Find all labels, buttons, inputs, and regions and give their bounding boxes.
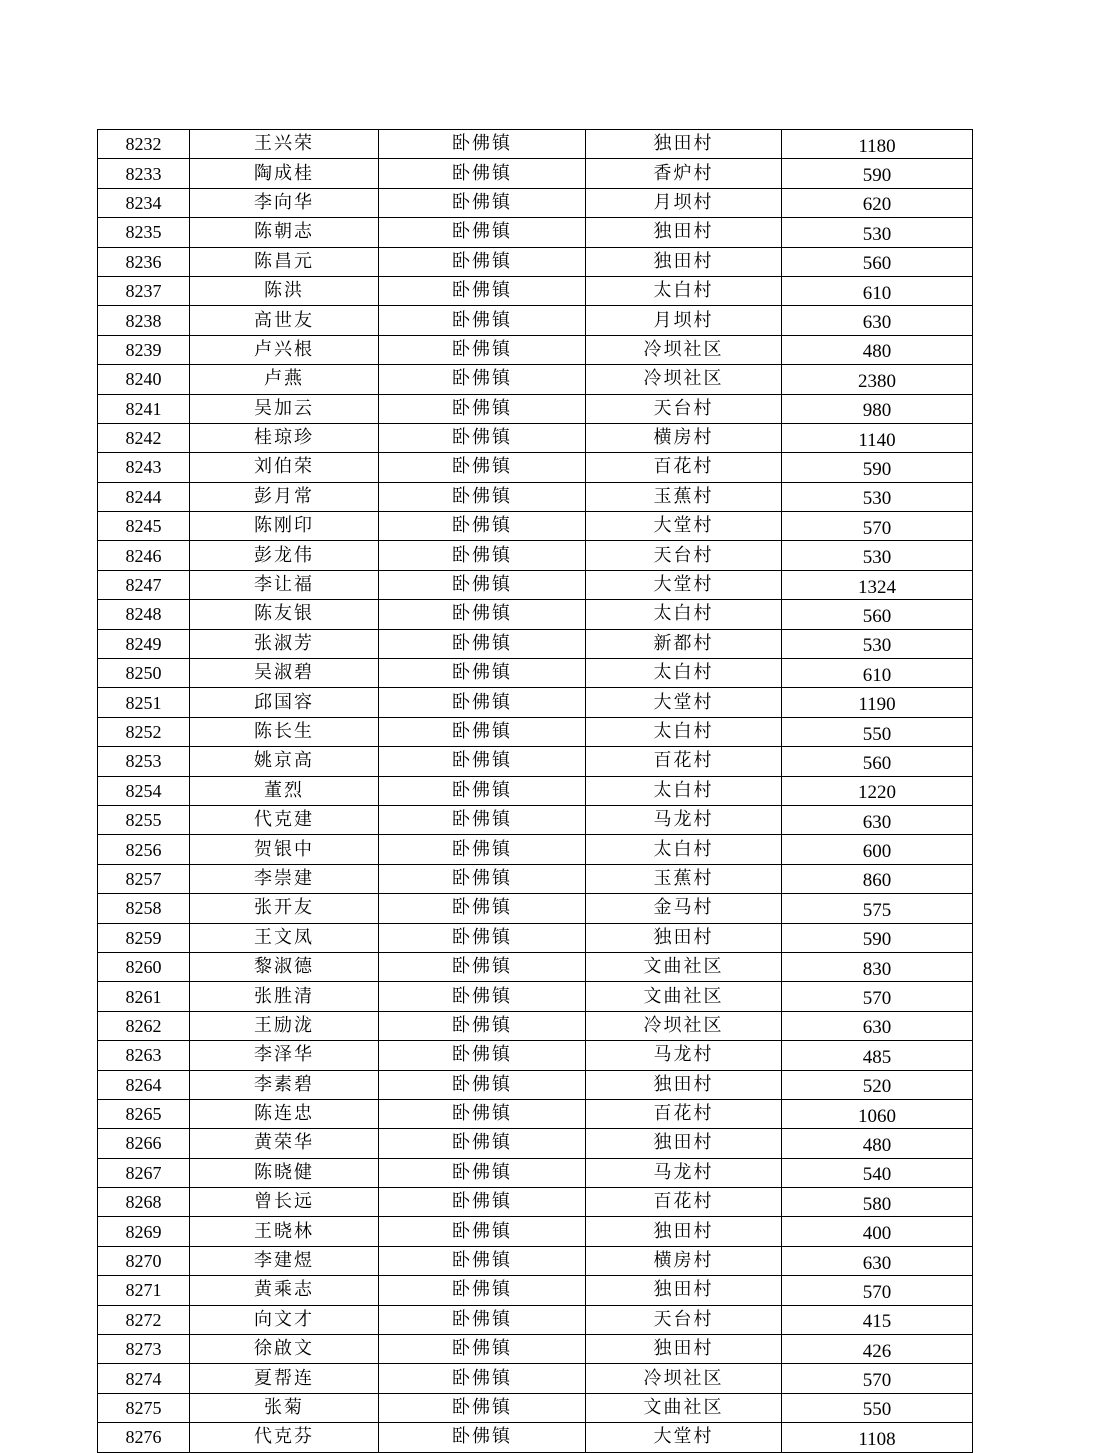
amount-cell: 485 — [782, 1041, 973, 1070]
village-cell: 文曲社区 — [586, 1393, 782, 1422]
table-row — [98, 335, 973, 364]
serial-number-cell: 8254 — [98, 776, 190, 805]
town-cell: 卧佛镇 — [379, 923, 586, 952]
amount-cell: 520 — [782, 1070, 973, 1099]
name-cell: 向文才 — [190, 1305, 379, 1334]
amount-cell: 2380 — [782, 365, 973, 394]
village-cell: 太白村 — [586, 835, 782, 864]
amount-cell: 1108 — [782, 1423, 973, 1452]
village-cell: 金马村 — [586, 894, 782, 923]
village-cell: 文曲社区 — [586, 982, 782, 1011]
serial-number-cell: 8258 — [98, 894, 190, 923]
name-cell: 张淑芳 — [190, 629, 379, 658]
name-cell: 桂琼珍 — [190, 423, 379, 452]
table-row — [98, 423, 973, 452]
table-row — [98, 247, 973, 276]
table-row — [98, 1217, 973, 1246]
name-cell: 夏帮连 — [190, 1364, 379, 1393]
amount-cell: 530 — [782, 482, 973, 511]
name-cell: 王晓林 — [190, 1217, 379, 1246]
serial-number-cell: 8248 — [98, 600, 190, 629]
name-cell: 李崇建 — [190, 864, 379, 893]
village-cell: 太白村 — [586, 659, 782, 688]
village-cell: 百花村 — [586, 1099, 782, 1128]
serial-number-cell: 8275 — [98, 1393, 190, 1422]
amount-cell: 560 — [782, 600, 973, 629]
name-cell: 黄荣华 — [190, 1129, 379, 1158]
serial-number-cell: 8273 — [98, 1335, 190, 1364]
town-cell: 卧佛镇 — [379, 1217, 586, 1246]
amount-cell: 630 — [782, 1246, 973, 1275]
serial-number-cell: 8260 — [98, 952, 190, 981]
serial-number-cell: 8235 — [98, 218, 190, 247]
amount-cell: 400 — [782, 1217, 973, 1246]
village-cell: 冷坝社区 — [586, 335, 782, 364]
table-row — [98, 276, 973, 305]
amount-cell: 550 — [782, 717, 973, 746]
village-cell: 月坝村 — [586, 306, 782, 335]
amount-cell: 830 — [782, 952, 973, 981]
amount-cell: 630 — [782, 306, 973, 335]
amount-cell: 1324 — [782, 570, 973, 599]
amount-cell: 600 — [782, 835, 973, 864]
table-row — [98, 482, 973, 511]
serial-number-cell: 8252 — [98, 717, 190, 746]
serial-number-cell: 8251 — [98, 688, 190, 717]
table-row — [98, 570, 973, 599]
table-row — [98, 1335, 973, 1364]
village-cell: 太白村 — [586, 600, 782, 629]
amount-cell: 560 — [782, 747, 973, 776]
serial-number-cell: 8238 — [98, 306, 190, 335]
amount-cell: 550 — [782, 1393, 973, 1422]
table-row — [98, 1070, 973, 1099]
town-cell: 卧佛镇 — [379, 423, 586, 452]
table-row — [98, 188, 973, 217]
village-cell: 玉蕉村 — [586, 864, 782, 893]
village-cell: 新都村 — [586, 629, 782, 658]
name-cell: 王文凤 — [190, 923, 379, 952]
name-cell: 徐啟文 — [190, 1335, 379, 1364]
name-cell: 李素碧 — [190, 1070, 379, 1099]
table-row — [98, 659, 973, 688]
village-cell: 独田村 — [586, 130, 782, 159]
table-row — [98, 541, 973, 570]
table-row — [98, 218, 973, 247]
town-cell: 卧佛镇 — [379, 365, 586, 394]
name-cell: 张胜清 — [190, 982, 379, 1011]
town-cell: 卧佛镇 — [379, 1305, 586, 1334]
serial-number-cell: 8239 — [98, 335, 190, 364]
town-cell: 卧佛镇 — [379, 1011, 586, 1040]
village-cell: 大堂村 — [586, 1423, 782, 1452]
name-cell: 高世友 — [190, 306, 379, 335]
town-cell: 卧佛镇 — [379, 1188, 586, 1217]
serial-number-cell: 8274 — [98, 1364, 190, 1393]
name-cell: 陈连忠 — [190, 1099, 379, 1128]
table-row — [98, 1423, 973, 1452]
serial-number-cell: 8247 — [98, 570, 190, 599]
village-cell: 横房村 — [586, 423, 782, 452]
village-cell: 月坝村 — [586, 188, 782, 217]
town-cell: 卧佛镇 — [379, 864, 586, 893]
name-cell: 姚京高 — [190, 747, 379, 776]
serial-number-cell: 8265 — [98, 1099, 190, 1128]
table-row — [98, 1188, 973, 1217]
serial-number-cell: 8250 — [98, 659, 190, 688]
table-row — [98, 1364, 973, 1393]
amount-cell: 570 — [782, 512, 973, 541]
serial-number-cell: 8246 — [98, 541, 190, 570]
town-cell: 卧佛镇 — [379, 717, 586, 746]
name-cell: 彭龙伟 — [190, 541, 379, 570]
table-row — [98, 717, 973, 746]
table-row — [98, 1246, 973, 1275]
name-cell: 李泽华 — [190, 1041, 379, 1070]
amount-cell: 630 — [782, 805, 973, 834]
name-cell: 吴加云 — [190, 394, 379, 423]
name-cell: 邱国容 — [190, 688, 379, 717]
name-cell: 王励泷 — [190, 1011, 379, 1040]
serial-number-cell: 8267 — [98, 1158, 190, 1187]
village-cell: 马龙村 — [586, 805, 782, 834]
serial-number-cell: 8244 — [98, 482, 190, 511]
town-cell: 卧佛镇 — [379, 1423, 586, 1452]
village-cell: 独田村 — [586, 1070, 782, 1099]
name-cell: 董烈 — [190, 776, 379, 805]
village-cell: 马龙村 — [586, 1041, 782, 1070]
name-cell: 卢兴根 — [190, 335, 379, 364]
serial-number-cell: 8249 — [98, 629, 190, 658]
town-cell: 卧佛镇 — [379, 247, 586, 276]
town-cell: 卧佛镇 — [379, 776, 586, 805]
serial-number-cell: 8266 — [98, 1129, 190, 1158]
amount-cell: 610 — [782, 276, 973, 305]
town-cell: 卧佛镇 — [379, 453, 586, 482]
village-cell: 冷坝社区 — [586, 1011, 782, 1040]
serial-number-cell: 8240 — [98, 365, 190, 394]
table-row — [98, 1011, 973, 1040]
amount-cell: 480 — [782, 335, 973, 364]
table-row — [98, 1099, 973, 1128]
amount-cell: 630 — [782, 1011, 973, 1040]
name-cell: 贺银中 — [190, 835, 379, 864]
amount-cell: 590 — [782, 923, 973, 952]
name-cell: 李建煜 — [190, 1246, 379, 1275]
name-cell: 刘伯荣 — [190, 453, 379, 482]
town-cell: 卧佛镇 — [379, 747, 586, 776]
name-cell: 陈长生 — [190, 717, 379, 746]
table-row — [98, 453, 973, 482]
village-cell: 独田村 — [586, 218, 782, 247]
table-row — [98, 1393, 973, 1422]
village-cell: 独田村 — [586, 1129, 782, 1158]
town-cell: 卧佛镇 — [379, 688, 586, 717]
town-cell: 卧佛镇 — [379, 835, 586, 864]
table-row — [98, 629, 973, 658]
name-cell: 代克芬 — [190, 1423, 379, 1452]
town-cell: 卧佛镇 — [379, 1335, 586, 1364]
serial-number-cell: 8270 — [98, 1246, 190, 1275]
village-cell: 横房村 — [586, 1246, 782, 1275]
village-cell: 文曲社区 — [586, 952, 782, 981]
town-cell: 卧佛镇 — [379, 218, 586, 247]
serial-number-cell: 8271 — [98, 1276, 190, 1305]
town-cell: 卧佛镇 — [379, 982, 586, 1011]
town-cell: 卧佛镇 — [379, 1364, 586, 1393]
serial-number-cell: 8241 — [98, 394, 190, 423]
serial-number-cell: 8256 — [98, 835, 190, 864]
name-cell: 李向华 — [190, 188, 379, 217]
amount-cell: 415 — [782, 1305, 973, 1334]
serial-number-cell: 8269 — [98, 1217, 190, 1246]
village-cell: 百花村 — [586, 747, 782, 776]
table-row — [98, 688, 973, 717]
amount-cell: 530 — [782, 218, 973, 247]
serial-number-cell: 8243 — [98, 453, 190, 482]
name-cell: 张开友 — [190, 894, 379, 923]
table-body — [98, 130, 973, 1453]
serial-number-cell: 8236 — [98, 247, 190, 276]
table-row — [98, 512, 973, 541]
name-cell: 陈刚印 — [190, 512, 379, 541]
serial-number-cell: 8268 — [98, 1188, 190, 1217]
village-cell: 天台村 — [586, 541, 782, 570]
town-cell: 卧佛镇 — [379, 1393, 586, 1422]
serial-number-cell: 8233 — [98, 159, 190, 188]
amount-cell: 1220 — [782, 776, 973, 805]
amount-cell: 1060 — [782, 1099, 973, 1128]
name-cell: 陈友银 — [190, 600, 379, 629]
town-cell: 卧佛镇 — [379, 482, 586, 511]
table-row — [98, 130, 973, 159]
name-cell: 张菊 — [190, 1393, 379, 1422]
name-cell: 卢燕 — [190, 365, 379, 394]
village-cell: 马龙村 — [586, 1158, 782, 1187]
serial-number-cell: 8253 — [98, 747, 190, 776]
name-cell: 吴淑碧 — [190, 659, 379, 688]
amount-cell: 570 — [782, 982, 973, 1011]
serial-number-cell: 8263 — [98, 1041, 190, 1070]
table-row — [98, 805, 973, 834]
village-cell: 天台村 — [586, 1305, 782, 1334]
town-cell: 卧佛镇 — [379, 1099, 586, 1128]
table-row — [98, 394, 973, 423]
amount-cell: 570 — [782, 1364, 973, 1393]
table-row — [98, 835, 973, 864]
town-cell: 卧佛镇 — [379, 659, 586, 688]
serial-number-cell: 8234 — [98, 188, 190, 217]
serial-number-cell: 8242 — [98, 423, 190, 452]
amount-cell: 610 — [782, 659, 973, 688]
table-row — [98, 306, 973, 335]
name-cell: 陈洪 — [190, 276, 379, 305]
town-cell: 卧佛镇 — [379, 570, 586, 599]
village-cell: 冷坝社区 — [586, 365, 782, 394]
village-cell: 独田村 — [586, 923, 782, 952]
serial-number-cell: 8232 — [98, 130, 190, 159]
amount-cell: 530 — [782, 541, 973, 570]
village-cell: 独田村 — [586, 1276, 782, 1305]
name-cell: 王兴荣 — [190, 130, 379, 159]
amount-cell: 580 — [782, 1188, 973, 1217]
serial-number-cell: 8237 — [98, 276, 190, 305]
amount-cell: 480 — [782, 1129, 973, 1158]
table-row — [98, 776, 973, 805]
town-cell: 卧佛镇 — [379, 541, 586, 570]
serial-number-cell: 8255 — [98, 805, 190, 834]
amount-cell: 540 — [782, 1158, 973, 1187]
village-cell: 大堂村 — [586, 688, 782, 717]
table-row — [98, 1129, 973, 1158]
village-cell: 百花村 — [586, 453, 782, 482]
table-row — [98, 923, 973, 952]
table-row — [98, 747, 973, 776]
amount-cell: 1180 — [782, 130, 973, 159]
village-cell: 太白村 — [586, 717, 782, 746]
amount-cell: 575 — [782, 894, 973, 923]
town-cell: 卧佛镇 — [379, 1158, 586, 1187]
town-cell: 卧佛镇 — [379, 1041, 586, 1070]
amount-cell: 980 — [782, 394, 973, 423]
village-cell: 太白村 — [586, 276, 782, 305]
serial-number-cell: 8276 — [98, 1423, 190, 1452]
name-cell: 陶成桂 — [190, 159, 379, 188]
amount-cell: 590 — [782, 453, 973, 482]
name-cell: 黄乘志 — [190, 1276, 379, 1305]
town-cell: 卧佛镇 — [379, 600, 586, 629]
town-cell: 卧佛镇 — [379, 276, 586, 305]
town-cell: 卧佛镇 — [379, 159, 586, 188]
village-cell: 冷坝社区 — [586, 1364, 782, 1393]
town-cell: 卧佛镇 — [379, 130, 586, 159]
table-row — [98, 159, 973, 188]
table-row — [98, 365, 973, 394]
amount-cell: 530 — [782, 629, 973, 658]
amount-cell: 426 — [782, 1335, 973, 1364]
town-cell: 卧佛镇 — [379, 805, 586, 834]
serial-number-cell: 8257 — [98, 864, 190, 893]
table-row — [98, 1041, 973, 1070]
name-cell: 李让福 — [190, 570, 379, 599]
town-cell: 卧佛镇 — [379, 335, 586, 364]
town-cell: 卧佛镇 — [379, 188, 586, 217]
serial-number-cell: 8245 — [98, 512, 190, 541]
table-row — [98, 1305, 973, 1334]
town-cell: 卧佛镇 — [379, 894, 586, 923]
town-cell: 卧佛镇 — [379, 512, 586, 541]
name-cell: 代克建 — [190, 805, 379, 834]
name-cell: 陈昌元 — [190, 247, 379, 276]
amount-cell: 590 — [782, 159, 973, 188]
table-row — [98, 864, 973, 893]
name-cell: 陈晓健 — [190, 1158, 379, 1187]
town-cell: 卧佛镇 — [379, 1129, 586, 1158]
amount-cell: 1190 — [782, 688, 973, 717]
village-cell: 香炉村 — [586, 159, 782, 188]
town-cell: 卧佛镇 — [379, 306, 586, 335]
amount-cell: 1140 — [782, 423, 973, 452]
town-cell: 卧佛镇 — [379, 394, 586, 423]
village-cell: 玉蕉村 — [586, 482, 782, 511]
name-cell: 陈朝志 — [190, 218, 379, 247]
amount-cell: 620 — [782, 188, 973, 217]
village-cell: 独田村 — [586, 1217, 782, 1246]
table-row — [98, 1158, 973, 1187]
serial-number-cell: 8262 — [98, 1011, 190, 1040]
name-cell: 曾长远 — [190, 1188, 379, 1217]
table-row — [98, 982, 973, 1011]
serial-number-cell: 8261 — [98, 982, 190, 1011]
serial-number-cell: 8259 — [98, 923, 190, 952]
table-row — [98, 1276, 973, 1305]
table-row — [98, 600, 973, 629]
town-cell: 卧佛镇 — [379, 952, 586, 981]
village-cell: 天台村 — [586, 394, 782, 423]
table-row — [98, 894, 973, 923]
amount-cell: 860 — [782, 864, 973, 893]
name-cell: 黎淑德 — [190, 952, 379, 981]
village-cell: 独田村 — [586, 247, 782, 276]
serial-number-cell: 8272 — [98, 1305, 190, 1334]
town-cell: 卧佛镇 — [379, 629, 586, 658]
town-cell: 卧佛镇 — [379, 1276, 586, 1305]
village-cell: 大堂村 — [586, 570, 782, 599]
village-cell: 百花村 — [586, 1188, 782, 1217]
serial-number-cell: 8264 — [98, 1070, 190, 1099]
village-cell: 独田村 — [586, 1335, 782, 1364]
amount-cell: 560 — [782, 247, 973, 276]
town-cell: 卧佛镇 — [379, 1246, 586, 1275]
table-row — [98, 952, 973, 981]
town-cell: 卧佛镇 — [379, 1070, 586, 1099]
amount-cell: 570 — [782, 1276, 973, 1305]
village-cell: 大堂村 — [586, 512, 782, 541]
data-table — [97, 129, 973, 1453]
village-cell: 太白村 — [586, 776, 782, 805]
name-cell: 彭月常 — [190, 482, 379, 511]
